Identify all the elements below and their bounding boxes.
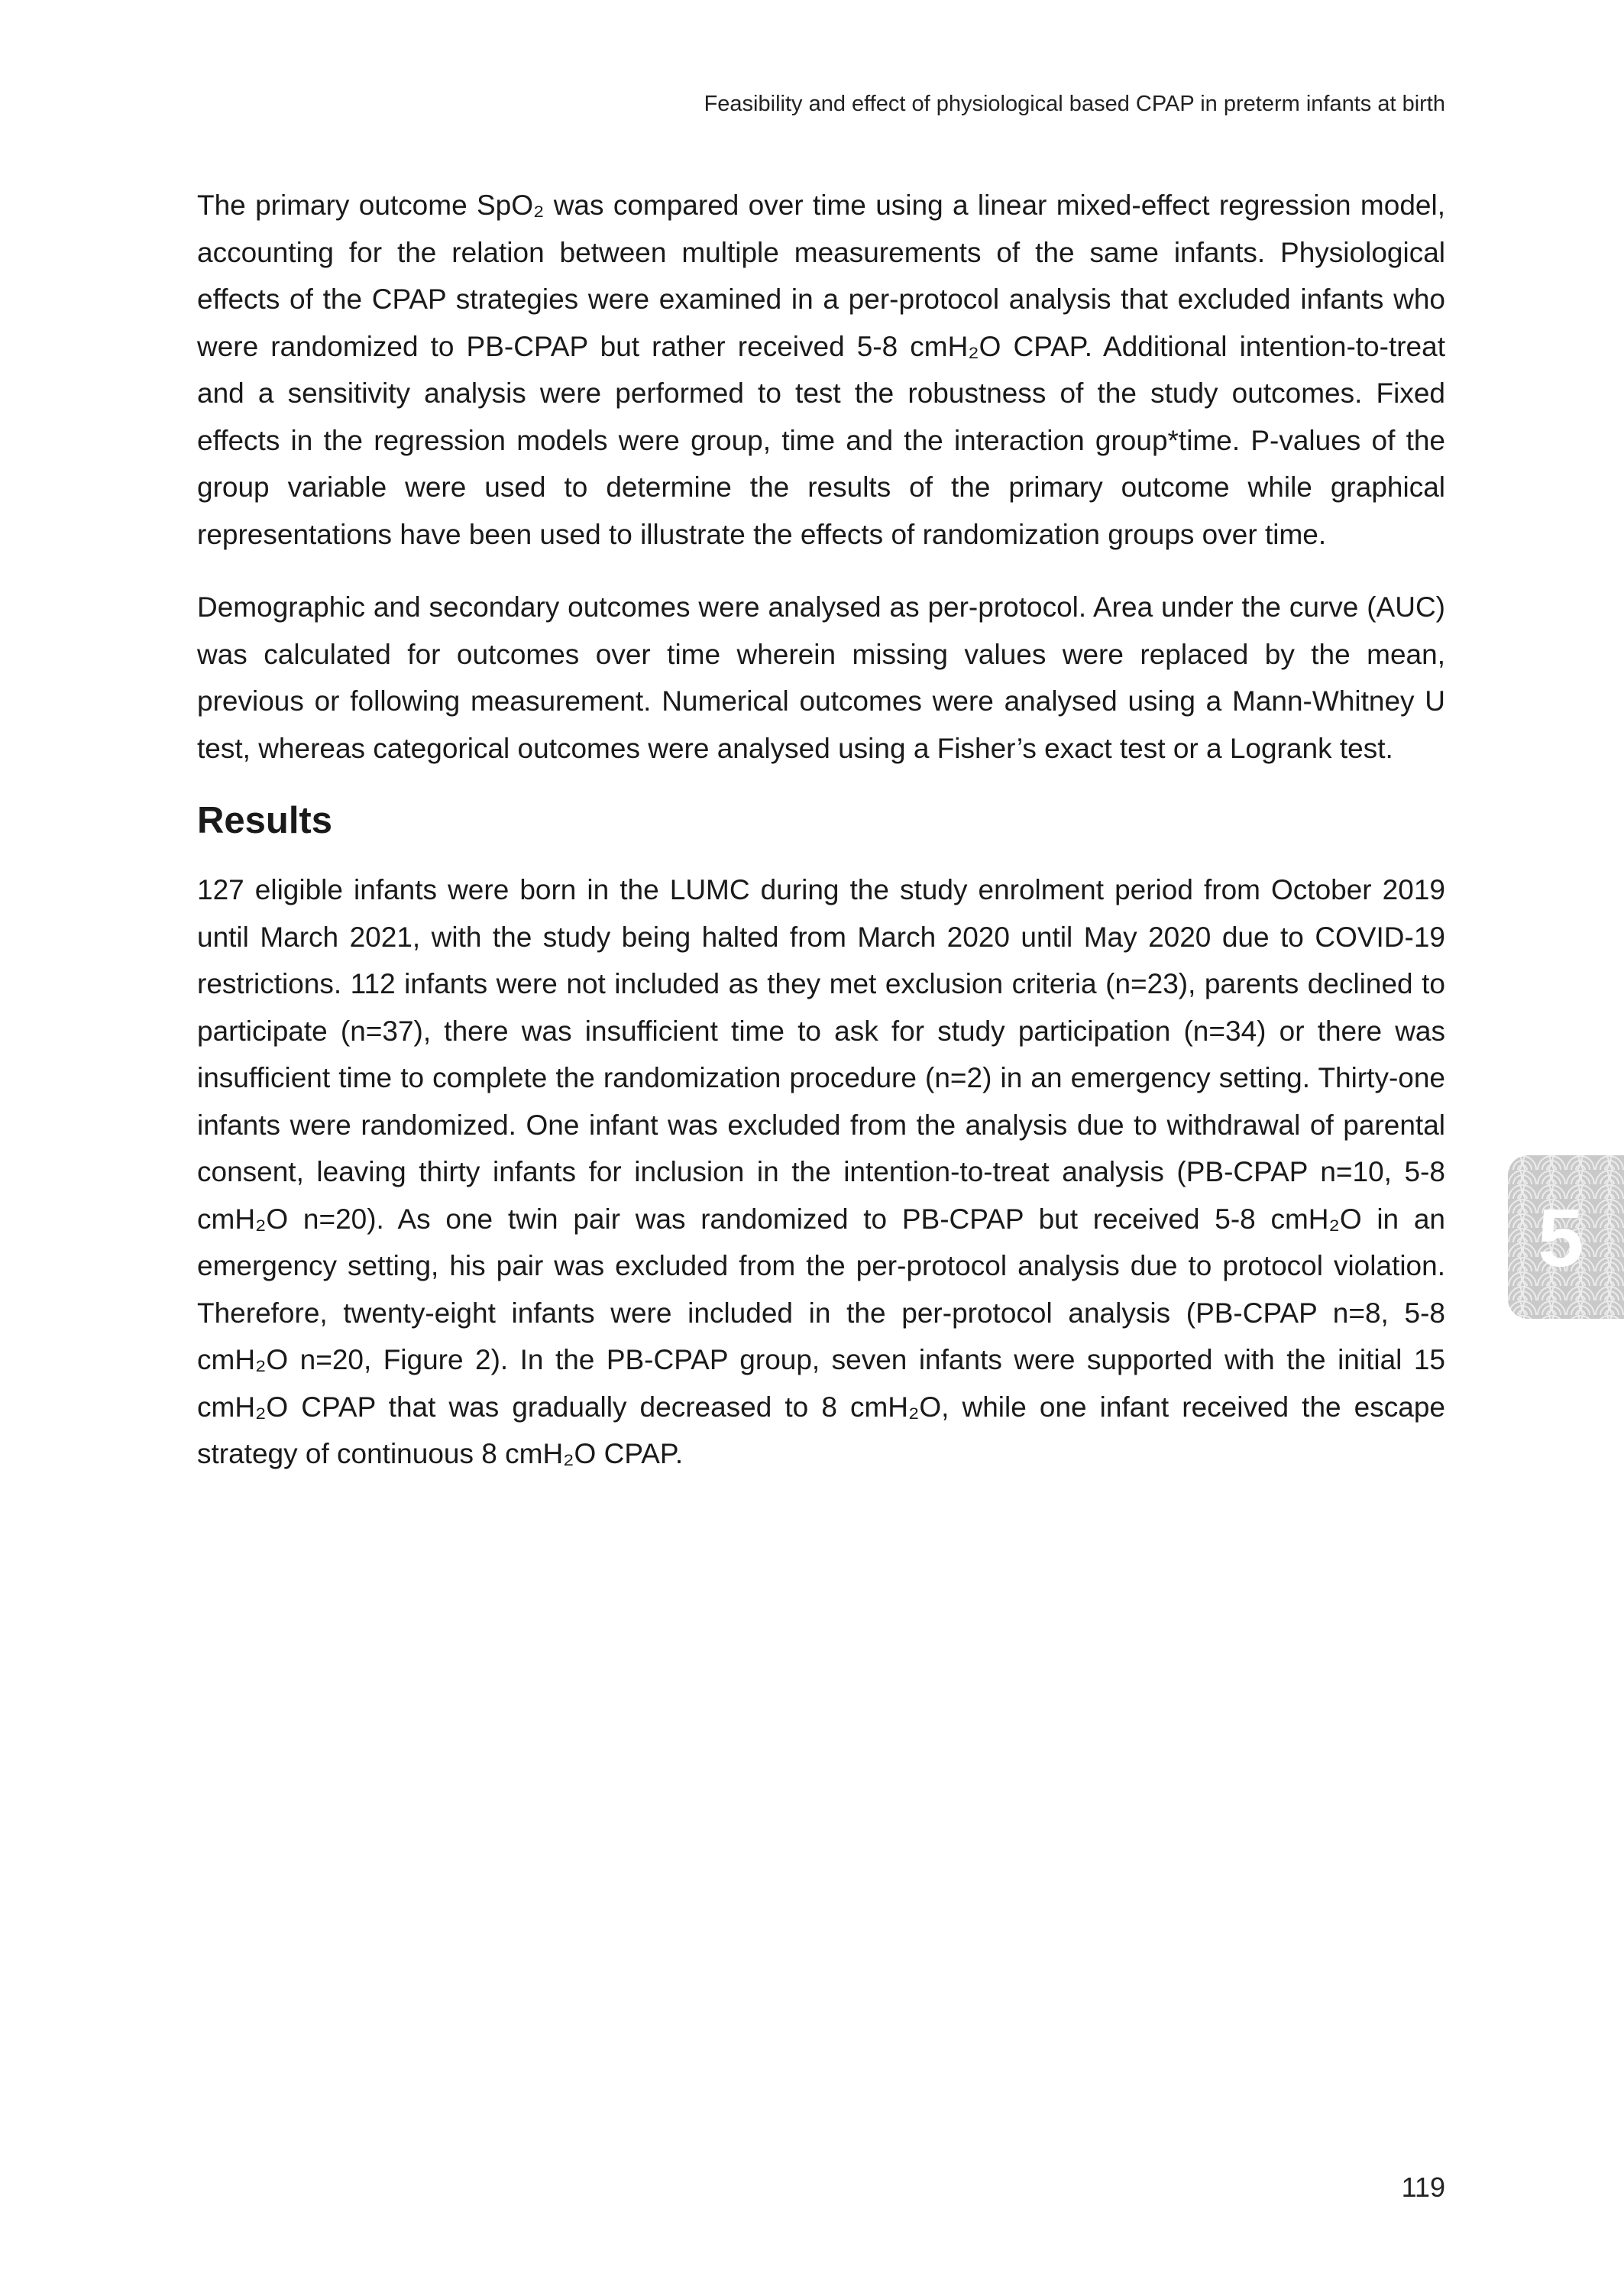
- paragraph-results: 127 eligible infants were born in the LUMC during the study enrolment period from October 2019 until March 2021, with the study being halted from March 2020 until May 2020 due to COVID-19 restrictions. 112 infants were not included as they met exclusion criteria (n=23), parents declined to participate (n=37), there was insufficient time to ask for study participation (n=34) or there was insufficient time to complete the randomization procedure (n=2) in an emergency setting. Thirty-one infants were randomized. One infant was excluded from the analysis due to withdrawal of parental consent, leaving thirty infants for inclusion in the intention-to-treat analysis (PB-CPAP n=10, 5-8 cmH₂O n=20). As one twin pair was randomized to PB-CPAP but received 5-8 cmH₂O in an emergency setting, his pair was excluded from the per-protocol analysis due to protocol violation. Therefore, twenty-eight infants were included in the per-protocol analysis (PB-CPAP n=8, 5-8 cmH₂O n=20, Figure 2). In the PB-CPAP group, seven infants were supported with the initial 15 cmH₂O CPAP that was gradually decreased to 8 cmH₂O, while one infant received the escape strategy of continuous 8 cmH₂O CPAP.: [197, 874, 1445, 1469]
- chapter-number: 5: [1537, 1190, 1584, 1284]
- paragraph-statistical-analysis: The primary outcome SpO₂ was compared over time using a linear mixed-effect regression model, accounting for the relation between multiple measurements of the same infants. Physiological effects of the CPAP strategies were examined in a per-protocol analysis that excluded infants who were randomized to PB-CPAP but rather received 5-8 cmH₂O CPAP. Additional intention-to-treat and a sensitivity analysis were performed to test the robustness of the study outcomes. Fixed effects in the regression models were group, time and the interaction group*time. P-values of the group variable were used to determine the results of the primary outcome while graphical representations have been used to illustrate the effects of randomization groups over time.: [197, 189, 1445, 550]
- running-header: Feasibility and effect of physiological based CPAP in preterm infants at birth: [704, 92, 1445, 116]
- chapter-tab: [1508, 1155, 1624, 1319]
- body-text: [197, 182, 1445, 1504]
- page-number: 119: [1401, 2172, 1445, 2203]
- section-heading-results: Results: [197, 800, 333, 841]
- paragraph-secondary-outcomes: Demographic and secondary outcomes were analysed as per-protocol. Area under the curve (AUC) was calculated for outcomes over time wherein missing values were replaced by the mean, previous or following measurement. Numerical outcomes were analysed using a Mann-Whitney U test, whereas categorical outcomes were analysed using a Fisher’s exact test or a Logrank test.: [197, 591, 1445, 764]
